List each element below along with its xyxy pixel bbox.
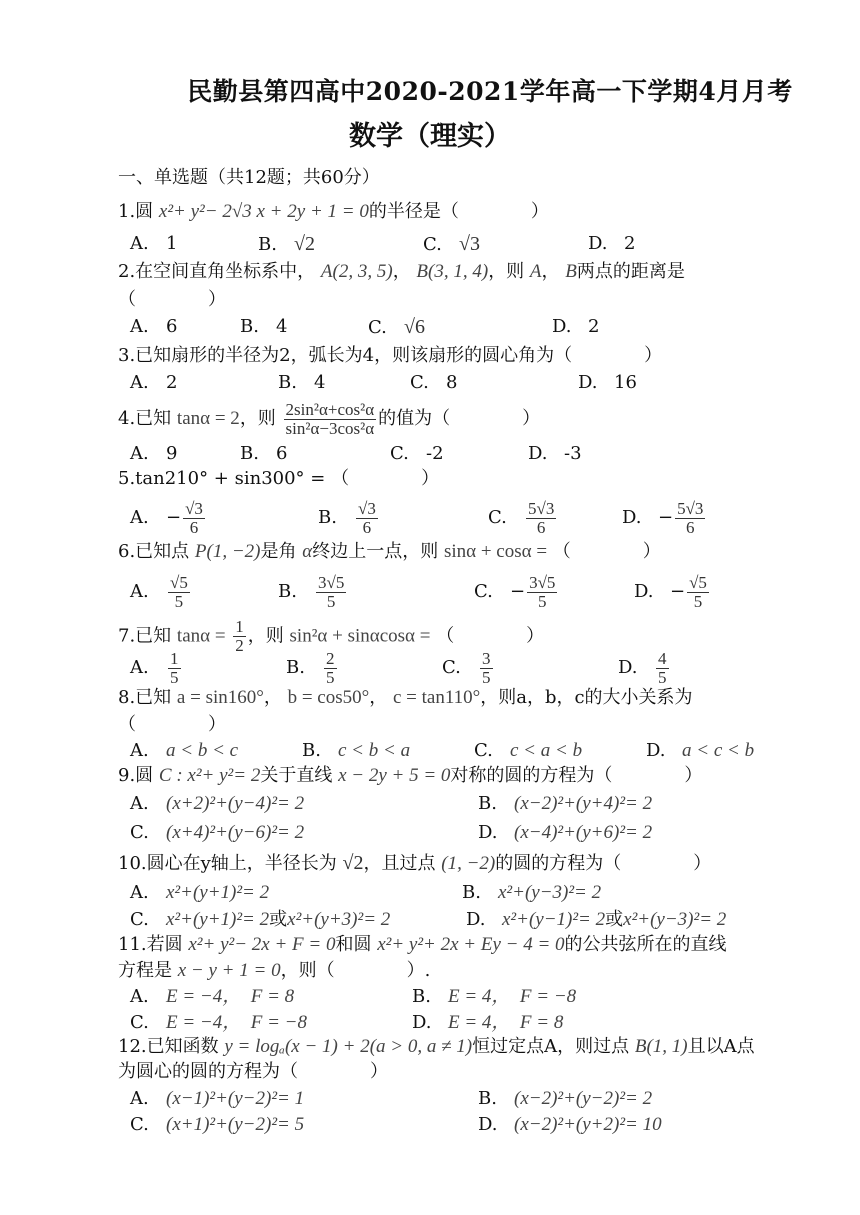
q7-d-fraction — [656, 650, 669, 687]
q11-b-value: E = 4， F = −8 — [448, 986, 577, 1007]
option-label: C. — [474, 740, 493, 761]
q6-point: P(1, −2) — [194, 541, 261, 562]
q4-option-d — [528, 440, 582, 468]
q4-option-b — [240, 440, 287, 468]
q10-d-value-2: x²+(y−3)²= 2 — [623, 909, 727, 930]
q4-denominator: sin²α−3cos²α — [285, 418, 375, 438]
option-label: B. — [478, 1088, 497, 1109]
option-label: B. — [258, 234, 277, 255]
q1-c-value: √3 — [459, 233, 480, 255]
q5-b-fraction — [356, 500, 378, 537]
q5-b-num: √3 — [358, 498, 376, 518]
q9-d-value: (x−4)²+(y+6)²= 2 — [514, 822, 653, 843]
q10-d-or: 或 — [605, 909, 624, 930]
q10-option-a — [130, 879, 269, 907]
q12-option-b — [478, 1085, 652, 1113]
q2-option-b — [240, 313, 287, 341]
q12-option-a — [130, 1085, 304, 1113]
q11-c-value: E = −4， F = −8 — [166, 1012, 307, 1033]
question-3: 3.已知扇形的半径为2，弧长为4，则该扇形的圆心角为（ ） — [118, 345, 663, 366]
q2-a-value: 6 — [166, 316, 178, 337]
q11-d-value: E = 4， F = 8 — [448, 1012, 564, 1033]
option-label: C. — [130, 1114, 149, 1135]
q10-c-value-2: x²+(y+3)²= 2 — [287, 909, 391, 930]
q9-b-value: (x−2)²+(y+4)²= 2 — [514, 793, 653, 814]
q11-circle-1: x²+ y²− 2x + F = 0 — [188, 934, 336, 955]
q2-mid: ，则 — [488, 261, 525, 282]
option-label: A. — [130, 581, 149, 602]
q4-c-value: -2 — [426, 443, 444, 464]
q5-a-sign: − — [166, 507, 182, 528]
q9-suffix: 对称的圆的方程为（ ） — [450, 765, 703, 786]
question-4 — [118, 400, 540, 438]
q2-point-b: B(3, 1, 4) — [416, 261, 489, 282]
q4-condition: tanα = 2 — [176, 408, 240, 429]
q11-option-a — [130, 983, 294, 1011]
q5-option-c — [488, 496, 558, 540]
q11-line-2 — [118, 957, 430, 985]
q6-a-num: √5 — [170, 572, 188, 592]
q10-suffix: 的圆的方程为（ ） — [495, 853, 712, 874]
q6-d-fraction — [687, 574, 709, 611]
option-label: D. — [466, 909, 486, 930]
option-label: A. — [130, 793, 149, 814]
q12-function: y = logₐ(x − 1) + 2(a > 0, a ≠ 1) — [224, 1036, 473, 1057]
q7-cond-den: 2 — [235, 636, 244, 655]
q11-l2-prefix: 方程是 — [118, 960, 172, 981]
q11-option-b — [412, 983, 576, 1011]
option-label: B. — [278, 581, 297, 602]
q7-b-num: 2 — [326, 648, 335, 668]
q9-line: x − 2y + 5 = 0 — [338, 765, 451, 786]
option-label: D. — [646, 740, 666, 761]
option-label: B. — [462, 882, 481, 903]
q12-option-d — [478, 1111, 662, 1139]
q7-condition-fraction — [233, 618, 246, 655]
option-label: C. — [130, 822, 149, 843]
q5-d-den: 6 — [686, 517, 695, 537]
q6-prefix: 6.已知点 — [118, 541, 190, 562]
q2-b-value: 4 — [276, 316, 288, 337]
q5-d-fraction — [675, 500, 705, 537]
q4-a-value: 9 — [166, 443, 178, 464]
q6-angle: α — [302, 541, 313, 562]
section-heading: 一、单选题（共12题；共60分） — [118, 167, 380, 188]
q6-b-num: 3√5 — [318, 572, 345, 592]
q2-label-a: A — [529, 261, 542, 282]
q12-prefix: 12.已知函数 — [118, 1036, 219, 1057]
option-label: A. — [130, 1088, 149, 1109]
q7-cond-num: 1 — [235, 617, 244, 636]
q2-option-a — [130, 313, 177, 341]
q12-point: B(1, 1) — [634, 1036, 688, 1057]
question-1 — [118, 198, 549, 226]
q11-line-equation: x − y + 1 = 0 — [177, 960, 281, 981]
q11-prefix: 11.若圆 — [118, 934, 183, 955]
q6-d-den: 5 — [693, 591, 703, 611]
question-2: 2.在空间直角坐标系中， A(2, 3, 5)， B(3, 1, 4)，则 A， B两点的距离是 — [118, 261, 685, 282]
q9-option-b — [478, 790, 652, 818]
option-label: C. — [474, 581, 493, 602]
q4-option-c — [390, 440, 444, 468]
q12-option-c — [130, 1111, 304, 1139]
q6-c-fraction — [527, 574, 557, 611]
q8-paren: （ ） — [118, 714, 226, 735]
option-label: C. — [130, 1012, 149, 1033]
q10-d-value-1: x²+(y−1)²= 2 — [502, 909, 606, 930]
q4-suffix: 的值为（ ） — [378, 408, 541, 429]
q1-prefix: 1.圆 — [118, 201, 154, 222]
q7-expression: sin²α + sinαcosα = — [289, 625, 431, 647]
q8-b-def: b = cos50° — [287, 687, 370, 708]
q12-suffix: 且以A点 — [687, 1036, 755, 1057]
q7-d-num: 4 — [658, 648, 667, 668]
q10-a-value: x²+(y+1)²= 2 — [166, 882, 270, 903]
option-label: D. — [618, 657, 638, 678]
q11-circle-2: x²+ y²+ 2x + Ey − 4 = 0 — [377, 934, 565, 955]
q10-mid: ，且过点 — [363, 853, 436, 874]
q12-a-value: (x−1)²+(y−2)²= 1 — [166, 1088, 305, 1109]
option-label: B. — [286, 657, 305, 678]
q6-c-den: 5 — [538, 591, 547, 611]
q5-option-a — [130, 496, 207, 540]
q8-suffix: ，则a，b，c的大小关系为 — [480, 687, 693, 708]
q1-formula: x²+ y²− 2√3 x + 2y + 1 = 0 — [158, 201, 369, 222]
q6-c-num: 3√5 — [529, 572, 556, 592]
q8-a-def: a = sin160° — [176, 687, 264, 708]
q7-c-num: 3 — [482, 648, 491, 668]
q3-b-value: 4 — [314, 372, 326, 393]
q3-c-value: 8 — [446, 372, 458, 393]
q2-point-a: A(2, 3, 5) — [320, 261, 393, 282]
q10-prefix: 10.圆心在y轴上，半径长为 — [118, 853, 337, 874]
q2-c-value: √6 — [404, 316, 425, 338]
option-label: A. — [130, 657, 149, 678]
option-label: B. — [478, 793, 497, 814]
q3-option-b — [278, 369, 325, 397]
question-11 — [118, 931, 727, 959]
option-label: A. — [130, 986, 149, 1007]
q1-option-a — [130, 230, 177, 258]
q8-option-a — [130, 737, 238, 765]
option-label: D. — [622, 507, 642, 528]
option-label: C. — [410, 372, 429, 393]
option-label: D. — [634, 581, 654, 602]
q6-option-b — [278, 570, 348, 614]
q4-fraction — [284, 401, 377, 438]
q7-b-fraction — [324, 650, 337, 687]
q5-d-sign: − — [658, 507, 674, 528]
q9-circle: C : x²+ y²= 2 — [158, 765, 261, 786]
q8-b-value: c < b < a — [338, 740, 411, 761]
exam-title: 民勤县第四高中2020-2021学年高一下学期4月月考 — [187, 77, 793, 106]
q8-prefix: 8.已知 — [118, 687, 172, 708]
q7-mid: ，则 — [247, 625, 284, 647]
option-label: B. — [412, 986, 431, 1007]
option-label: D. — [528, 443, 548, 464]
q7-prefix: 7.已知 — [118, 625, 172, 647]
q6-d-sign: − — [670, 581, 686, 602]
q8-option-d — [646, 737, 754, 765]
option-label: A. — [130, 740, 149, 761]
option-label: C. — [442, 657, 461, 678]
q5-c-den: 6 — [536, 517, 546, 537]
q8-d-value: a < c < b — [682, 740, 755, 761]
q6-b-fraction — [316, 574, 346, 611]
q9-prefix: 9.圆 — [118, 765, 154, 786]
q1-suffix: 的半径是（ ） — [368, 201, 549, 222]
q5-b-den: 6 — [362, 517, 372, 537]
q2-paren: （ ） — [118, 289, 226, 310]
q9-option-a — [130, 790, 304, 818]
question-9 — [118, 762, 702, 790]
option-label: A. — [130, 507, 149, 528]
q10-option-c — [130, 906, 390, 934]
q5-option-b — [318, 496, 380, 540]
option-label: A. — [130, 443, 149, 464]
q7-a-den: 5 — [170, 667, 179, 687]
q12-d-value: (x−2)²+(y+2)²= 10 — [514, 1114, 662, 1135]
q7-c-den: 5 — [482, 667, 491, 687]
q11-mid: 和圆 — [335, 934, 372, 955]
q2-prefix: 2.在空间直角坐标系中， — [118, 261, 316, 282]
question-12 — [118, 1033, 755, 1061]
q8-option-b — [302, 737, 410, 765]
question-6 — [118, 538, 661, 566]
option-label: B. — [240, 316, 259, 337]
q7-b-den: 5 — [326, 667, 335, 687]
q5-option-d — [622, 496, 707, 540]
q10-option-b — [462, 879, 601, 907]
q7-option-a — [130, 648, 183, 688]
option-label: D. — [478, 822, 498, 843]
q9-mid: 关于直线 — [260, 765, 333, 786]
q2-option-c — [368, 313, 425, 342]
q1-a-value: 1 — [166, 233, 178, 254]
q7-a-fraction — [168, 650, 181, 687]
q7-d-den: 5 — [658, 667, 667, 687]
q8-c-value: c < a < b — [510, 740, 583, 761]
q6-d-num: √5 — [689, 572, 707, 592]
q5-d-num: 5√3 — [677, 498, 704, 518]
option-label: C. — [390, 443, 409, 464]
question-10 — [118, 849, 711, 878]
q12-line-2: 为圆心的圆的方程为（ ） — [118, 1061, 388, 1082]
q6-expression: sinα + cosα = — [443, 541, 548, 562]
q5-a-fraction — [183, 500, 205, 537]
q6-option-a — [130, 570, 192, 614]
q6-suffix: （ ） — [552, 541, 661, 562]
q11-l2-suffix: ，则（ ）. — [280, 960, 431, 981]
q2-d-value: 2 — [588, 316, 600, 337]
q11-a-value: E = −4， F = 8 — [166, 986, 295, 1007]
q9-option-d — [478, 819, 652, 847]
q7-a-num: 1 — [170, 648, 179, 668]
q1-option-b — [258, 230, 315, 259]
q3-option-c — [410, 369, 457, 397]
option-label: D. — [412, 1012, 432, 1033]
q6-mid2: 终边上一点，则 — [312, 541, 439, 562]
option-label: C. — [368, 317, 387, 338]
option-label: B. — [318, 507, 337, 528]
q12-c-value: (x+1)²+(y−2)²= 5 — [166, 1114, 305, 1135]
question-5: 5.tan210° + sin300° = （ ） — [118, 468, 440, 489]
q8-c-def: c = tan110° — [392, 687, 481, 708]
option-label: A. — [130, 372, 149, 393]
q9-option-c — [130, 819, 304, 847]
q10-b-value: x²+(y−3)²= 2 — [498, 882, 602, 903]
option-label: C. — [488, 507, 507, 528]
q10-option-d — [466, 906, 726, 934]
q4-option-a — [130, 440, 177, 468]
q4-mid: ，则 — [239, 408, 276, 429]
q12-b-value: (x−2)²+(y−2)²= 2 — [514, 1088, 653, 1109]
q6-b-den: 5 — [326, 591, 336, 611]
q10-point: (1, −2) — [441, 853, 496, 874]
q2-option-d — [552, 313, 599, 341]
q3-d-value: 16 — [614, 372, 637, 393]
q5-c-fraction — [526, 500, 556, 537]
q7-option-b — [286, 648, 339, 688]
option-label: B. — [302, 740, 321, 761]
q3-option-d — [578, 369, 637, 397]
q5-a-num: √3 — [185, 498, 203, 518]
q5-a-den: 6 — [189, 517, 199, 537]
q12-mid: 恒过定点A，则过点 — [472, 1036, 630, 1057]
q6-c-sign: − — [510, 581, 526, 602]
q8-option-c — [474, 737, 582, 765]
q9-a-value: (x+2)²+(y−4)²= 2 — [166, 793, 305, 814]
option-label: C. — [130, 909, 149, 930]
q3-a-value: 2 — [166, 372, 178, 393]
exam-subtitle: 数学（理实） — [349, 121, 511, 152]
option-label: C. — [423, 234, 442, 255]
question-8: 8.已知 a = sin160°， b = cos50°， c = tan110°，则a，b，c的大小关系为 — [118, 687, 693, 708]
q2-suffix: 两点的距离是 — [576, 261, 685, 282]
q1-b-value: √2 — [294, 233, 315, 255]
q4-b-value: 6 — [276, 443, 288, 464]
option-label: B. — [240, 443, 259, 464]
q6-a-fraction — [168, 574, 190, 611]
option-label: D. — [552, 316, 572, 337]
q7-suffix: （ ） — [436, 625, 545, 647]
q10-c-or: 或 — [269, 909, 288, 930]
q7-c-fraction — [480, 650, 493, 687]
option-label: D. — [578, 372, 598, 393]
q6-option-c — [474, 570, 559, 614]
q9-c-value: (x+4)²+(y−6)²= 2 — [166, 822, 305, 843]
q1-d-value: 2 — [624, 233, 636, 254]
q6-mid: 是角 — [260, 541, 297, 562]
q3-option-a — [130, 369, 177, 397]
q6-option-d — [634, 570, 711, 614]
option-label: A. — [130, 882, 149, 903]
q7-option-d — [618, 648, 671, 688]
q11-suffix: 的公共弦所在的直线 — [564, 934, 727, 955]
q4-numerator: 2sin²α+cos²α — [285, 399, 375, 419]
option-label: D. — [478, 1114, 498, 1135]
q1-option-c — [423, 230, 480, 259]
q7-option-c — [442, 648, 495, 688]
q4-prefix: 4.已知 — [118, 408, 172, 429]
q6-a-den: 5 — [174, 591, 184, 611]
q4-d-value: -3 — [564, 443, 582, 464]
q8-a-value: a < b < c — [166, 740, 239, 761]
option-label: A. — [130, 233, 149, 254]
q10-c-value-1: x²+(y+1)²= 2 — [166, 909, 270, 930]
q2-label-b: B — [565, 261, 577, 282]
option-label: A. — [130, 316, 149, 337]
q1-option-d — [588, 230, 635, 258]
option-label: B. — [278, 372, 297, 393]
q10-radius: √2 — [342, 852, 364, 874]
q5-c-num: 5√3 — [528, 498, 555, 518]
q7-condition-left: tanα = — [176, 625, 226, 647]
option-label: D. — [588, 233, 608, 254]
